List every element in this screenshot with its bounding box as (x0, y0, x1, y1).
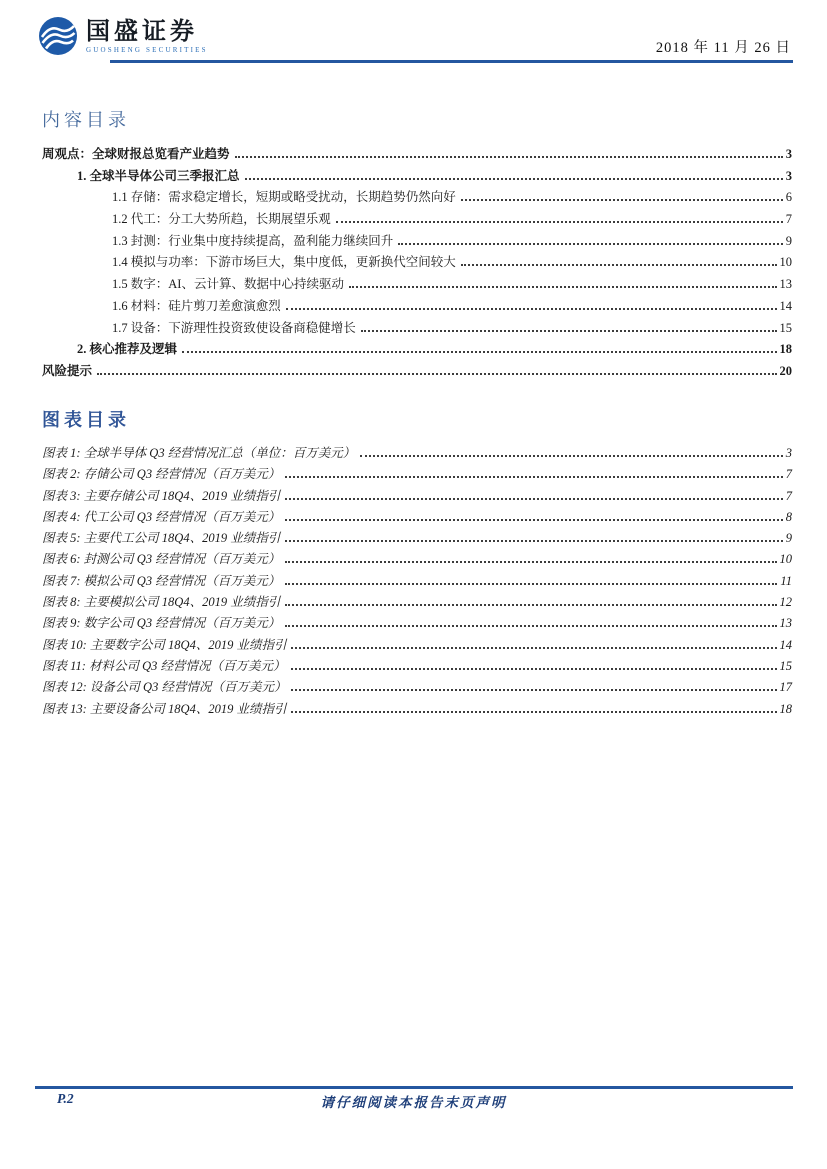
dotted-leader (97, 373, 776, 375)
footer-page-number: P.2 (57, 1091, 74, 1106)
figure-item-label: 图表 8: 主要模拟公司 18Q4、2019 业绩指引 (42, 595, 281, 610)
dotted-leader (285, 498, 783, 500)
toc-item-label: 1.3 封测：行业集中度持续提高，盈利能力继续回升 (112, 233, 394, 248)
toc-item-label: 1.1 存储：需求稳定增长，短期或略受扰动，长期趋势仍然向好 (112, 190, 456, 205)
toc-item-label: 1.7 设备：下游理性投资致使设备商稳健增长 (112, 320, 356, 335)
dotted-leader (182, 351, 776, 353)
figure-item[interactable] (42, 656, 792, 677)
toc-item-label: 1.4 模拟与功率：下游市场巨大，集中度低，更新换代空间较大 (112, 255, 456, 270)
toc-item[interactable] (42, 361, 792, 383)
figure-item-label: 图表 12: 设备公司 Q3 经营情况（百万美元） (42, 680, 287, 695)
figure-item[interactable] (42, 443, 792, 464)
figure-item[interactable] (42, 507, 792, 528)
dotted-leader (285, 519, 783, 521)
toc-item[interactable] (42, 296, 792, 318)
toc-item[interactable] (42, 187, 792, 209)
dotted-leader (349, 286, 777, 288)
toc-item-label: 2. 核心推荐及逻辑 (77, 342, 178, 357)
dotted-leader (291, 689, 776, 691)
dotted-leader (286, 308, 777, 310)
toc-item[interactable] (42, 144, 792, 166)
toc-item-page: 13 (779, 277, 792, 292)
toc-item[interactable] (42, 209, 792, 231)
dotted-leader (291, 711, 776, 713)
toc-item[interactable] (42, 318, 792, 340)
figure-item-label: 图表 9: 数字公司 Q3 经营情况（百万美元） (42, 616, 281, 631)
toc-item-page: 3 (785, 147, 792, 161)
dotted-leader (360, 455, 783, 457)
dotted-leader (291, 647, 776, 649)
figure-item-label: 图表 6: 封测公司 Q3 经营情况（百万美元） (42, 552, 281, 567)
figure-item-label: 图表 2: 存储公司 Q3 经营情况（百万美元） (42, 467, 281, 482)
figure-item-page: 14 (779, 637, 792, 652)
toc-item-label: 周观点：全球财报总览看产业趋势 (42, 147, 230, 161)
figure-item-page: 10 (779, 552, 792, 567)
figure-item[interactable] (42, 549, 792, 570)
figure-item-page: 8 (785, 509, 792, 524)
figure-item-page: 17 (779, 680, 792, 695)
table-of-contents (42, 144, 792, 383)
brand-name: 国盛证券 (86, 18, 198, 45)
figure-item-page: 12 (779, 595, 792, 610)
toc-item[interactable] (42, 166, 792, 188)
toc-item[interactable] (42, 339, 792, 361)
dotted-leader (285, 583, 777, 585)
toc-item-page: 10 (779, 255, 792, 270)
figure-item[interactable] (42, 677, 792, 698)
toc-item[interactable] (42, 231, 792, 253)
figure-item-label: 图表 13: 主要设备公司 18Q4、2019 业绩指引 (42, 701, 287, 716)
figure-item-page: 3 (785, 446, 792, 460)
dotted-leader (285, 561, 776, 563)
toc-item-page: 7 (785, 212, 792, 227)
figure-item[interactable] (42, 571, 792, 592)
dotted-leader (291, 668, 777, 670)
dotted-leader (361, 330, 777, 332)
guosheng-logo-icon (38, 16, 78, 56)
toc-item-page: 18 (779, 342, 792, 357)
toc-item[interactable] (42, 274, 792, 296)
report-date: 2018 年 11 月 26 日 (655, 40, 791, 56)
toc-heading: 内容目录 (42, 110, 130, 130)
figure-item-label: 图表 1: 全球半导体 Q3 经营情况汇总（单位：百万美元） (42, 446, 356, 460)
figure-item-page: 18 (779, 701, 792, 716)
figure-item[interactable] (42, 464, 792, 485)
brand-text (86, 19, 208, 54)
header-divider (110, 60, 793, 63)
toc-item-label: 1.5 数字：AI、云计算、数据中心持续驱动 (112, 277, 344, 292)
figure-item-page: 7 (785, 488, 792, 503)
dotted-leader (285, 476, 783, 478)
dotted-leader (285, 625, 776, 627)
figure-item-page: 15 (779, 658, 792, 673)
toc-item-label: 1.6 材料：硅片剪刀差愈演愈烈 (112, 298, 281, 313)
toc-item[interactable] (42, 252, 792, 274)
figure-item[interactable] (42, 635, 792, 656)
figure-item-label: 图表 10: 主要数字公司 18Q4、2019 业绩指引 (42, 637, 287, 652)
figure-item-page: 7 (785, 467, 792, 482)
dotted-leader (285, 604, 776, 606)
dotted-leader (398, 243, 782, 245)
figure-item-label: 图表 4: 代工公司 Q3 经营情况（百万美元） (42, 509, 281, 524)
figure-item-label: 图表 11: 材料公司 Q3 经营情况（百万美元） (42, 658, 286, 673)
figures-heading: 图表目录 (42, 410, 130, 430)
figure-item[interactable] (42, 699, 792, 720)
figure-item-page: 9 (785, 531, 792, 546)
figure-item-page: 11 (780, 573, 792, 588)
figure-item[interactable] (42, 486, 792, 507)
toc-item-label: 1.2 代工：分工大势所趋，长期展望乐观 (112, 212, 331, 227)
dotted-leader (285, 540, 783, 542)
dotted-leader (245, 178, 783, 180)
toc-item-page: 6 (785, 190, 792, 205)
figures-list (42, 443, 792, 720)
dotted-leader (461, 264, 777, 266)
toc-item-page: 20 (779, 363, 792, 378)
dotted-leader (235, 156, 783, 158)
brand-subtitle: GUOSHENG SECURITIES (86, 45, 208, 54)
figure-item[interactable] (42, 613, 792, 634)
toc-item-label: 风险提示 (42, 363, 93, 378)
figure-item-page: 13 (779, 616, 792, 631)
toc-item-page: 14 (779, 298, 792, 313)
footer-disclaimer: 请仔细阅读本报告末页声明 (320, 1095, 507, 1110)
footer-divider (35, 1086, 793, 1089)
brand-logo (38, 16, 208, 56)
figure-item[interactable] (42, 592, 792, 613)
toc-item-page: 9 (785, 233, 792, 248)
figure-item-label: 图表 7: 模拟公司 Q3 经营情况（百万美元） (42, 573, 281, 588)
toc-item-label: 1. 全球半导体公司三季报汇总 (77, 168, 240, 183)
toc-item-page: 3 (785, 168, 792, 183)
figure-item-label: 图表 5: 主要代工公司 18Q4、2019 业绩指引 (42, 531, 281, 546)
figure-item[interactable] (42, 528, 792, 549)
figure-item-label: 图表 3: 主要存储公司 18Q4、2019 业绩指引 (42, 488, 281, 503)
toc-item-page: 15 (779, 320, 792, 335)
dotted-leader (461, 199, 783, 201)
dotted-leader (336, 221, 783, 223)
